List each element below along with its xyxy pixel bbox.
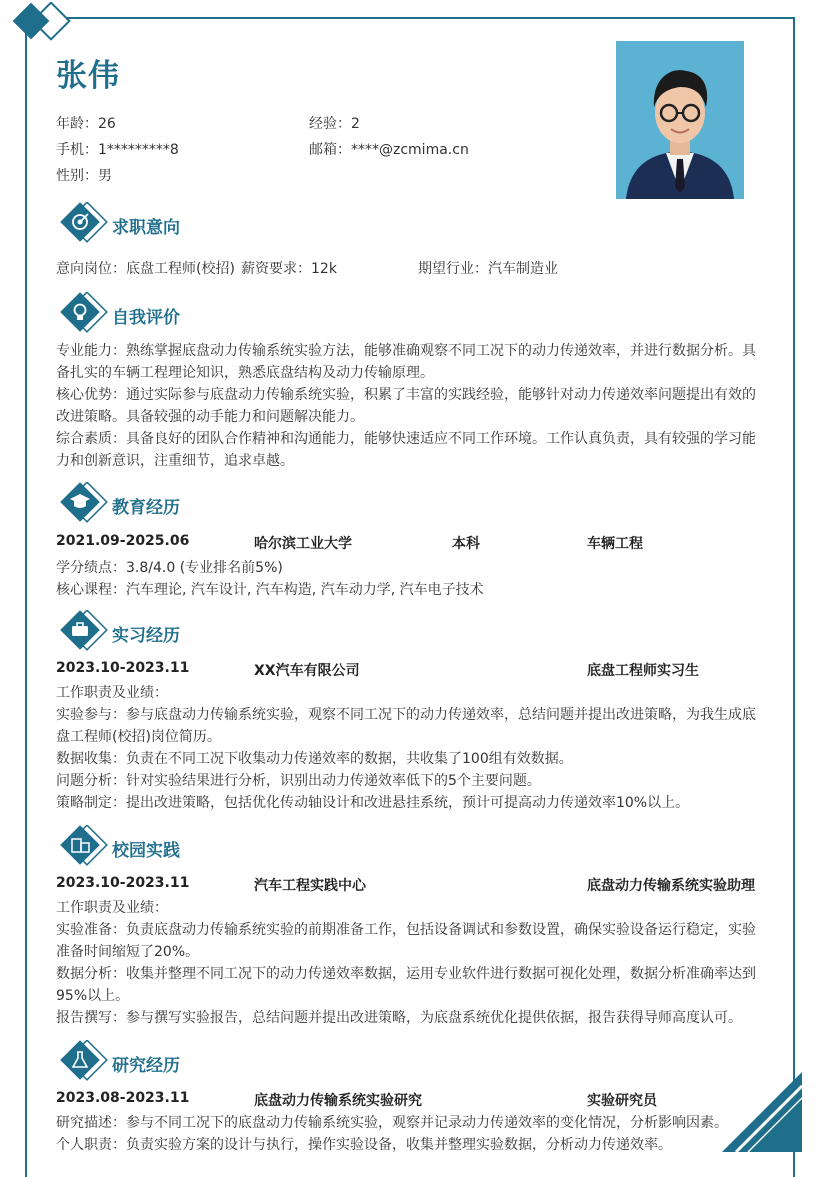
intent-salary: 薪资要求：12k xyxy=(241,261,337,277)
internship-company: XX汽车有限公司 xyxy=(254,663,360,679)
section-title: 求职意向 xyxy=(112,218,180,238)
campus-line: 工作职责及业绩： xyxy=(56,900,168,916)
campus-role: 底盘动力传输系统实验助理 xyxy=(587,878,755,894)
experience-field xyxy=(309,113,360,133)
campus-line: 实验准备：负责底盘动力传输系统实验的前期准备工作，包括设备调试和参数设置，确保实验设备运行稳定，实验准备时间缩短了20%。 xyxy=(56,922,756,960)
gender-field xyxy=(56,165,112,185)
campus-org: 汽车工程实践中心 xyxy=(254,878,366,894)
research-row xyxy=(56,1090,768,1110)
candidate-name: 张伟 xyxy=(56,58,120,94)
research-line: 个人职责：负责实验方案的设计与执行，操作实验设备，收集并整理实验数据，分析动力传递效率。 xyxy=(56,1137,672,1153)
experience-value: 2 xyxy=(351,116,360,132)
flask-icon xyxy=(58,1040,108,1086)
campus-line: 报告撰写：参与撰写实验报告，总结问题并提出改进策略，为底盘系统优化提供依据，报告获得导师高度认可。 xyxy=(56,1010,742,1026)
gender-label: 性别： xyxy=(56,168,98,184)
campus-date: 2023.10-2023.11 xyxy=(56,875,190,891)
section-header-job-intent xyxy=(58,202,358,248)
research-date: 2023.08-2023.11 xyxy=(56,1090,190,1106)
internship-line: 数据收集：负责在不同工况下收集动力传递效率的数据，共收集了100组有效数据。 xyxy=(56,751,573,767)
campus-row xyxy=(56,875,768,895)
section-header-self-evaluation xyxy=(58,292,358,338)
section-header-campus-practice xyxy=(58,825,358,871)
self-eval-professional: 专业能力：熟练掌握底盘动力传输系统实验方法，能够准确观察不同工况下的动力传递效率，并进行数据分析。具备扎实的车辆工程理论知识，熟悉底盘结构及动力传输原理。 xyxy=(56,343,756,381)
internship-line: 策略制定：提出改进策略，包括优化传动轴设计和改进悬挂系统，预计可提高动力传递效率10%以上。 xyxy=(56,795,690,811)
internship-line: 工作职责及业绩： xyxy=(56,685,168,701)
research-line: 研究描述：参与不同工况下的底盘动力传输系统实验，观察并记录动力传递效率的变化情况，分析影响因素。 xyxy=(56,1115,728,1131)
age-field xyxy=(56,113,116,133)
internship-role: 底盘工程师实习生 xyxy=(587,663,699,679)
education-major: 车辆工程 xyxy=(587,536,643,552)
profile-photo xyxy=(616,41,744,199)
internship-date: 2023.10-2023.11 xyxy=(56,660,190,676)
age-value: 26 xyxy=(98,116,116,132)
lightbulb-icon xyxy=(58,292,108,338)
phone-value: 1*********8 xyxy=(98,142,179,158)
section-title: 自我评价 xyxy=(112,308,180,328)
phone-label: 手机： xyxy=(56,142,98,158)
internship-row xyxy=(56,660,768,680)
experience-label: 经验： xyxy=(309,116,351,132)
section-title: 实习经历 xyxy=(112,626,180,646)
email-value: ****@zcmima.cn xyxy=(351,142,469,158)
self-eval-strength: 核心优势：通过实际参与底盘动力传输系统实验，积累了丰富的实践经验，能够针对动力传递效率问题提出有效的改进策略。具备较强的动手能力和问题解决能力。 xyxy=(56,387,756,425)
campus-line: 数据分析：收集并整理不同工况下的动力传递效率数据，运用专业软件进行数据可视化处理，数据分析准确率达到95%以上。 xyxy=(56,966,756,1004)
internship-line: 问题分析：针对实验结果进行分析，识别出动力传递效率低下的5个主要问题。 xyxy=(56,773,541,789)
section-header-internship xyxy=(58,610,358,656)
education-date: 2021.09-2025.06 xyxy=(56,533,190,549)
research-project: 底盘动力传输系统实验研究 xyxy=(254,1093,422,1109)
section-header-education xyxy=(58,482,358,528)
corner-diamond-decoration xyxy=(8,2,78,46)
education-gpa: 学分绩点：3.8/4.0 (专业排名前5%) xyxy=(56,560,283,576)
section-title: 教育经历 xyxy=(112,498,180,518)
education-row xyxy=(56,533,768,553)
age-label: 年龄： xyxy=(56,116,98,132)
section-title: 校园实践 xyxy=(112,841,180,861)
education-degree: 本科 xyxy=(452,536,480,552)
target-icon xyxy=(58,202,108,248)
internship-line: 实验参与：参与底盘动力传输系统实验，观察不同工况下的动力传递效率，总结问题并提出改进策略，为我生成底盘工程师(校招)岗位简历。 xyxy=(56,707,756,745)
graduation-cap-icon xyxy=(58,482,108,528)
phone-field xyxy=(56,139,179,159)
email-field xyxy=(309,139,469,159)
section-header-research xyxy=(58,1040,358,1086)
self-eval-quality: 综合素质：具备良好的团队合作精神和沟通能力，能够快速适应不同工作环境。工作认真负责，具有较强的学习能力和创新意识，注重细节，追求卓越。 xyxy=(56,431,756,469)
email-label: 邮箱： xyxy=(309,142,351,158)
briefcase-icon xyxy=(58,610,108,656)
education-courses: 核心课程：汽车理论, 汽车设计, 汽车构造, 汽车动力学, 汽车电子技术 xyxy=(56,582,484,598)
research-role: 实验研究员 xyxy=(587,1093,657,1109)
section-title: 研究经历 xyxy=(112,1056,180,1076)
intent-industry: 期望行业：汽车制造业 xyxy=(418,261,558,277)
building-icon xyxy=(58,825,108,871)
education-school: 哈尔滨工业大学 xyxy=(254,536,352,552)
intent-position: 意向岗位：底盘工程师(校招) xyxy=(56,261,235,277)
gender-value: 男 xyxy=(98,168,112,184)
